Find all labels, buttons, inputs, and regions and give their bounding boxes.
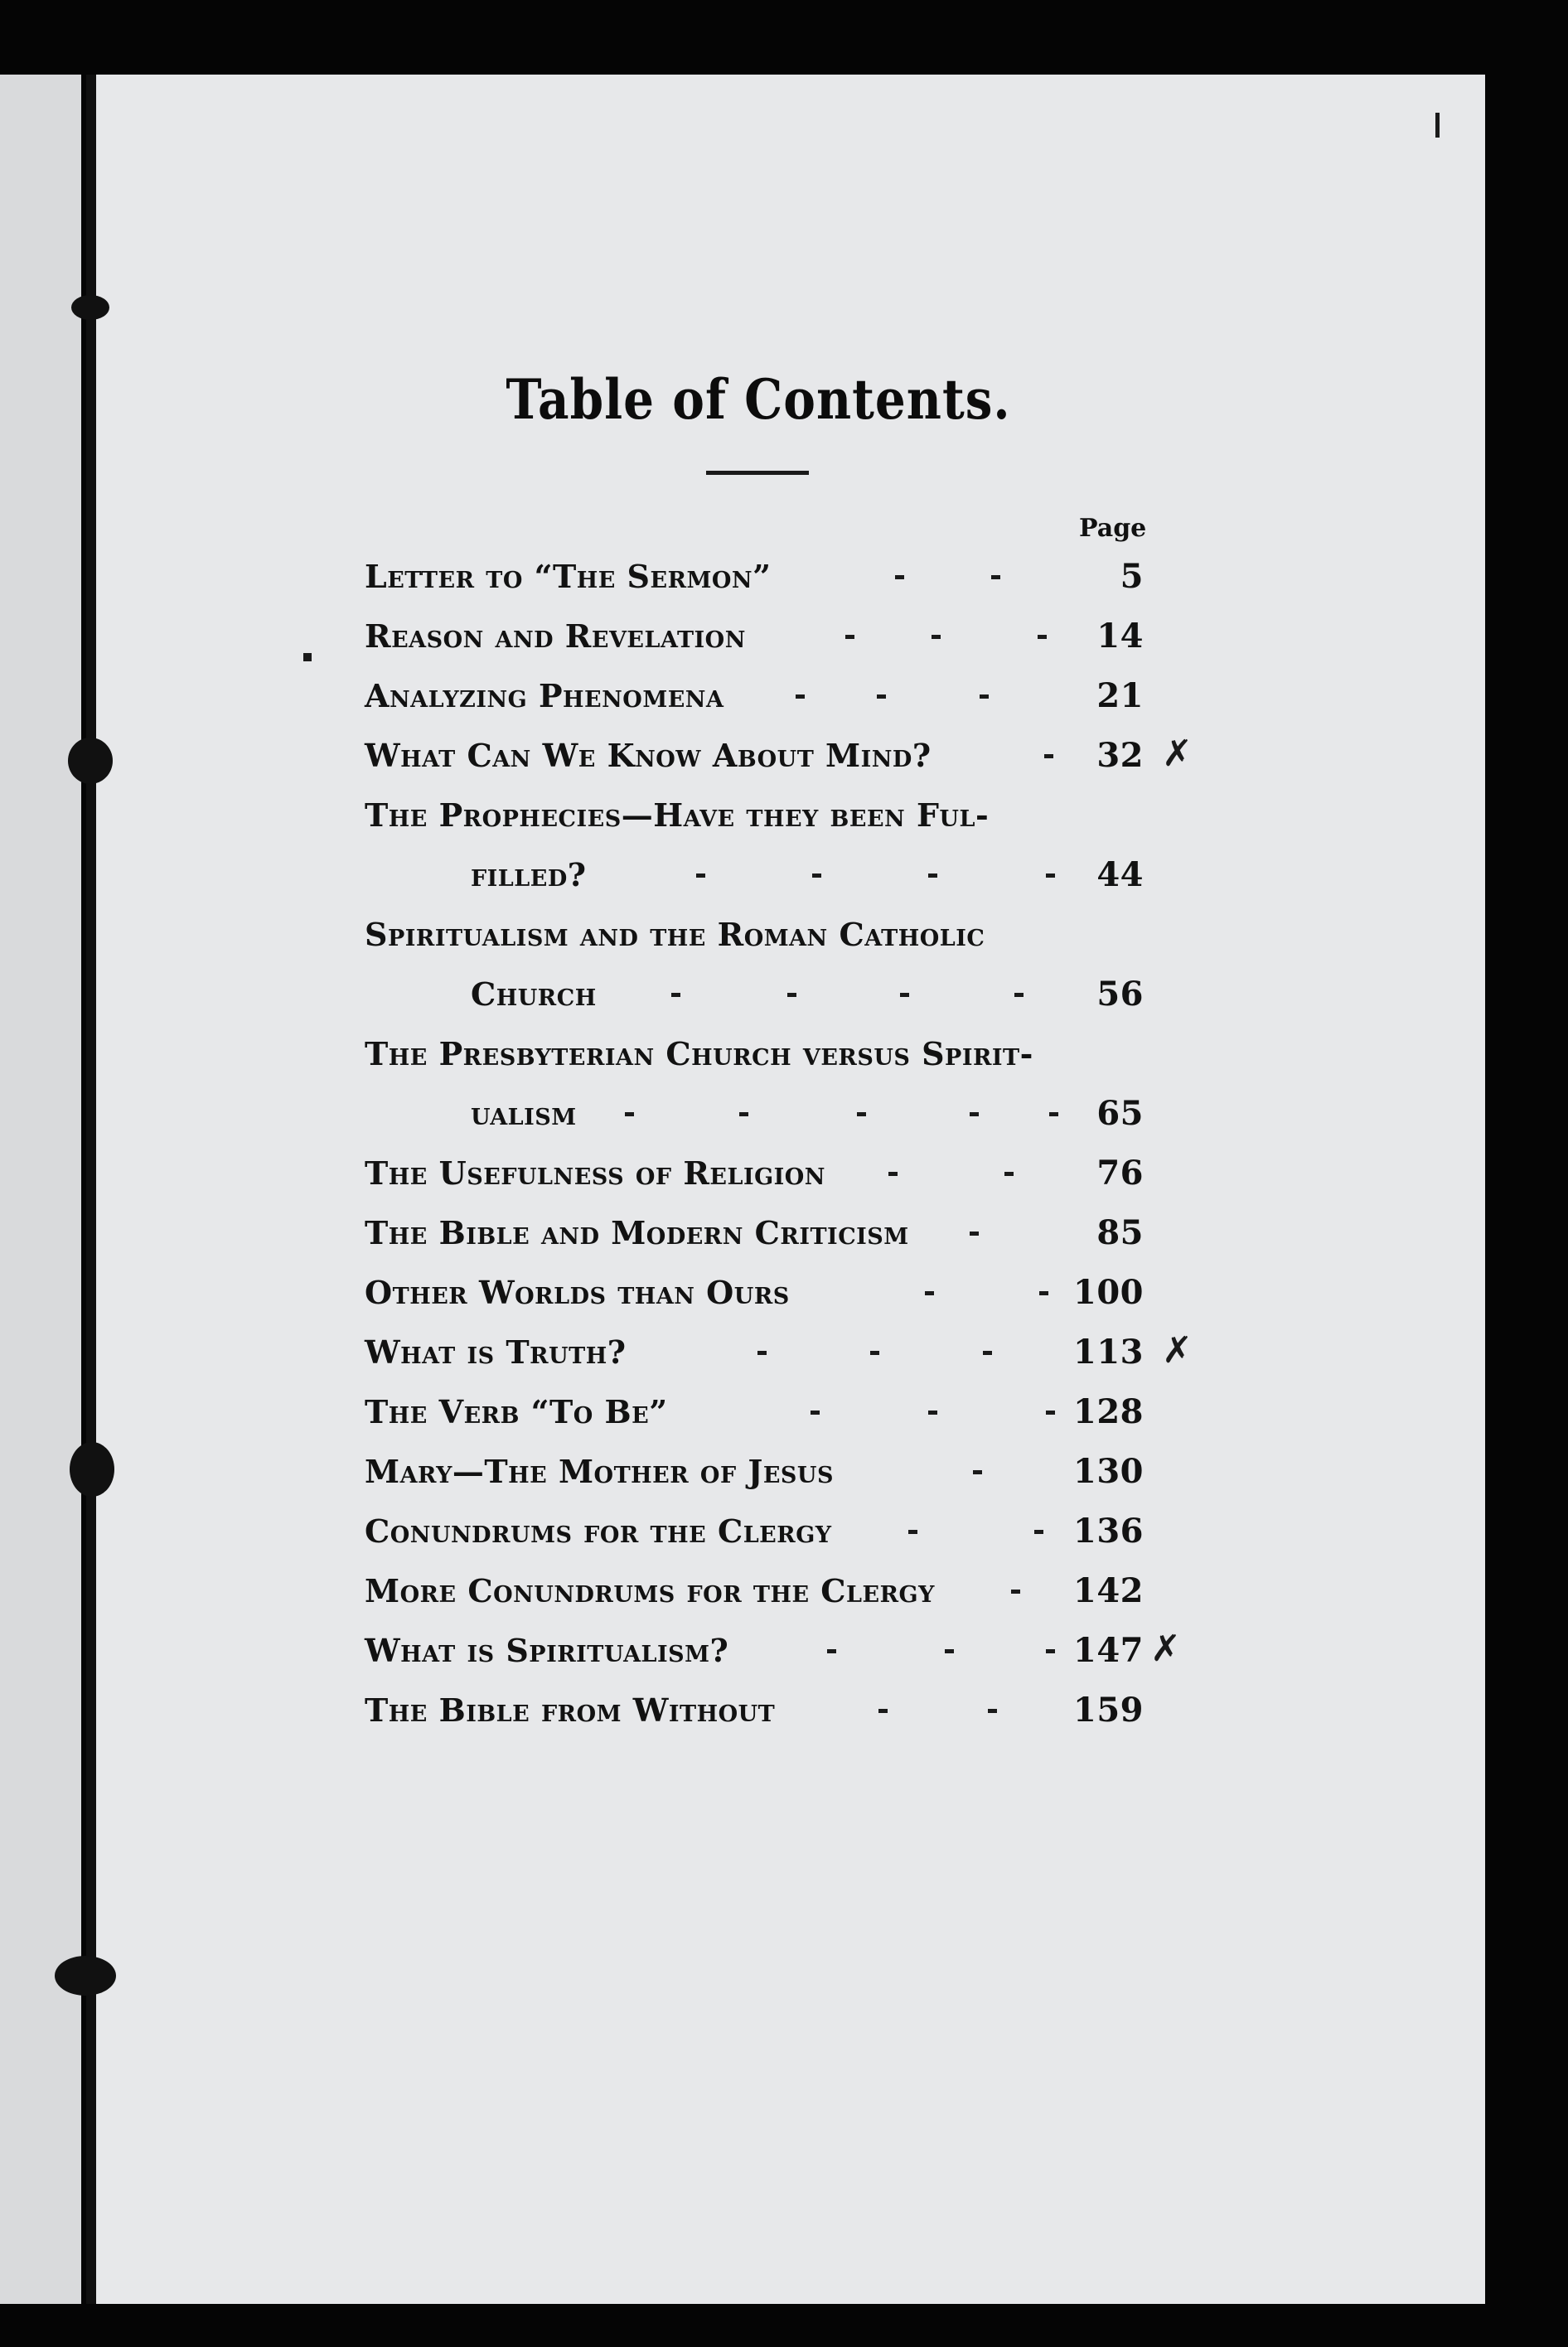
toc-entry-title bbox=[365, 1561, 1144, 1621]
leader-dash bbox=[739, 1112, 748, 1116]
toc-entry bbox=[365, 1203, 1144, 1263]
toc-entry-text: The Bible from Without bbox=[365, 1691, 776, 1729]
leader-dash bbox=[932, 635, 941, 639]
leader-dash bbox=[945, 1649, 954, 1653]
toc-entry bbox=[365, 547, 1144, 607]
toc-entry-title bbox=[365, 726, 1144, 786]
table-of-contents bbox=[365, 547, 1144, 1740]
toc-entry bbox=[365, 786, 1144, 905]
toc-entry bbox=[365, 1263, 1144, 1323]
leader-dash bbox=[888, 1172, 898, 1176]
leader-dash bbox=[796, 694, 805, 699]
toc-entry-title bbox=[365, 1144, 1144, 1203]
toc-page-number: 56 bbox=[1096, 975, 1144, 1014]
toc-entry bbox=[365, 1502, 1144, 1561]
leader-dash bbox=[1011, 1590, 1020, 1594]
toc-entry-title bbox=[365, 666, 1144, 726]
leader-dash bbox=[812, 873, 821, 878]
toc-entry-text: The Bible and Modern Criticism bbox=[365, 1214, 909, 1251]
toc-entry bbox=[365, 726, 1144, 786]
binding-knot bbox=[70, 1442, 114, 1497]
leader-dash bbox=[1014, 993, 1024, 997]
toc-page-number: 21 bbox=[1096, 676, 1144, 715]
toc-entry-text: Mary—The Mother of Jesus bbox=[365, 1453, 834, 1490]
leader-dash bbox=[970, 1232, 979, 1236]
toc-entry bbox=[365, 1382, 1144, 1442]
toc-entry bbox=[365, 1561, 1144, 1621]
toc-entry-title-continued bbox=[365, 845, 1144, 905]
toc-entry bbox=[365, 905, 1144, 1024]
leader-dash bbox=[671, 993, 680, 997]
toc-entry-text: What Can We Know About Mind? bbox=[365, 737, 932, 774]
leader-dash bbox=[787, 993, 796, 997]
leader-dash bbox=[928, 873, 937, 878]
toc-entry-title bbox=[365, 1024, 1144, 1084]
toc-entry-text: What is Spiritualism? bbox=[365, 1632, 729, 1669]
toc-page-number: 5 bbox=[1120, 557, 1144, 596]
toc-entry-text: Conundrums for the Clergy bbox=[365, 1512, 832, 1550]
toc-entry bbox=[365, 1442, 1144, 1502]
title-rule bbox=[706, 471, 809, 475]
toc-entry-text: What is Truth? bbox=[365, 1333, 627, 1371]
leader-dash bbox=[878, 1709, 888, 1713]
binding-knot bbox=[68, 738, 113, 784]
handwritten-x-mark-icon: ✗ bbox=[1150, 1628, 1181, 1670]
leader-dash bbox=[973, 1470, 982, 1474]
toc-entry-text: Other Worlds than Ours bbox=[365, 1274, 790, 1311]
leader-dash bbox=[625, 1112, 634, 1116]
toc-entry-text: Reason and Revelation bbox=[365, 617, 746, 655]
toc-page-number: 136 bbox=[1073, 1512, 1144, 1551]
toc-entry bbox=[365, 1323, 1144, 1382]
leader-dash bbox=[970, 1112, 979, 1116]
leader-dash bbox=[988, 1709, 997, 1713]
binding-knot bbox=[71, 295, 109, 320]
toc-entry-title-continued bbox=[365, 965, 1144, 1024]
leader-dash bbox=[845, 635, 854, 639]
toc-entry-text: filled? bbox=[471, 856, 587, 893]
toc-entry bbox=[365, 1621, 1144, 1681]
toc-page-number: 85 bbox=[1096, 1213, 1144, 1252]
toc-page-number: 159 bbox=[1073, 1691, 1144, 1730]
toc-page-number: 65 bbox=[1096, 1094, 1144, 1133]
toc-entry bbox=[365, 607, 1144, 666]
leader-dash bbox=[857, 1112, 866, 1116]
toc-entry-title bbox=[365, 607, 1144, 666]
leader-dash bbox=[991, 575, 1000, 579]
page-title: Table of Contents. bbox=[506, 366, 1011, 433]
toc-page-number: 14 bbox=[1096, 617, 1144, 656]
toc-entry bbox=[365, 1681, 1144, 1740]
toc-page-number: 32 bbox=[1096, 736, 1144, 775]
toc-entry-text: The Usefulness of Religion bbox=[365, 1154, 825, 1192]
toc-entry-title bbox=[365, 1203, 1144, 1263]
toc-entry-text: The Prophecies—Have they been Ful- bbox=[365, 796, 990, 834]
toc-entry bbox=[365, 666, 1144, 726]
toc-entry-title bbox=[365, 1382, 1144, 1442]
toc-page-number: 142 bbox=[1073, 1571, 1144, 1610]
leader-dash bbox=[870, 1351, 879, 1355]
toc-entry-title bbox=[365, 905, 1144, 965]
toc-entry-title bbox=[365, 1323, 1144, 1382]
toc-entry-text: ualism bbox=[471, 1095, 577, 1132]
leader-dash bbox=[983, 1351, 992, 1355]
toc-entry-text: Analyzing Phenomena bbox=[365, 677, 724, 714]
leader-dash bbox=[811, 1411, 820, 1415]
toc-entry-title bbox=[365, 786, 1144, 845]
toc-entry-text: More Conundrums for the Clergy bbox=[365, 1572, 935, 1609]
leader-dash bbox=[1004, 1172, 1014, 1176]
toc-entry-title-continued bbox=[365, 1084, 1144, 1144]
toc-entry-text: The Presbyterian Church versus Spirit- bbox=[365, 1035, 1033, 1072]
leader-dash bbox=[908, 1530, 917, 1534]
leader-dash bbox=[696, 873, 705, 878]
toc-entry-title bbox=[365, 1263, 1144, 1323]
toc-entry-title bbox=[365, 1621, 1144, 1681]
leader-dash bbox=[928, 1411, 937, 1415]
leader-dash bbox=[925, 1291, 934, 1295]
toc-page-number: 128 bbox=[1073, 1392, 1144, 1431]
toc-page-number: 76 bbox=[1096, 1154, 1144, 1193]
leader-dash bbox=[980, 694, 989, 699]
binding-knot bbox=[55, 1956, 116, 1996]
toc-page-number: 147 bbox=[1073, 1631, 1144, 1670]
toc-entry-text: The Verb “To Be” bbox=[365, 1393, 668, 1430]
toc-entry-title bbox=[365, 547, 1144, 607]
toc-entry-title bbox=[365, 1502, 1144, 1561]
toc-page-number: 130 bbox=[1073, 1452, 1144, 1491]
toc-entry-text: Church bbox=[471, 975, 597, 1013]
stray-mark bbox=[303, 653, 312, 661]
toc-page-number: 44 bbox=[1096, 855, 1144, 894]
leader-dash bbox=[877, 694, 886, 699]
toc-entry-text: Spiritualism and the Roman Catholic bbox=[365, 916, 985, 953]
toc-entry-title bbox=[365, 1681, 1144, 1740]
toc-entry bbox=[365, 1024, 1144, 1144]
toc-page-number: 100 bbox=[1073, 1273, 1144, 1312]
leader-dash bbox=[1034, 1530, 1043, 1534]
handwritten-x-mark-icon: ✗ bbox=[1162, 733, 1193, 775]
stray-mark bbox=[1435, 113, 1440, 138]
leader-dash bbox=[900, 993, 909, 997]
toc-entry-title bbox=[365, 1442, 1144, 1502]
leader-dash bbox=[757, 1351, 767, 1355]
handwritten-x-mark-icon: ✗ bbox=[1162, 1329, 1193, 1372]
leader-dash bbox=[895, 575, 904, 579]
toc-entry-text: Letter to “The Sermon” bbox=[365, 558, 772, 595]
toc-entry bbox=[365, 1144, 1144, 1203]
toc-page-number: 113 bbox=[1073, 1333, 1144, 1372]
page-column-header: Page bbox=[1079, 514, 1147, 543]
leader-dash bbox=[827, 1649, 836, 1653]
